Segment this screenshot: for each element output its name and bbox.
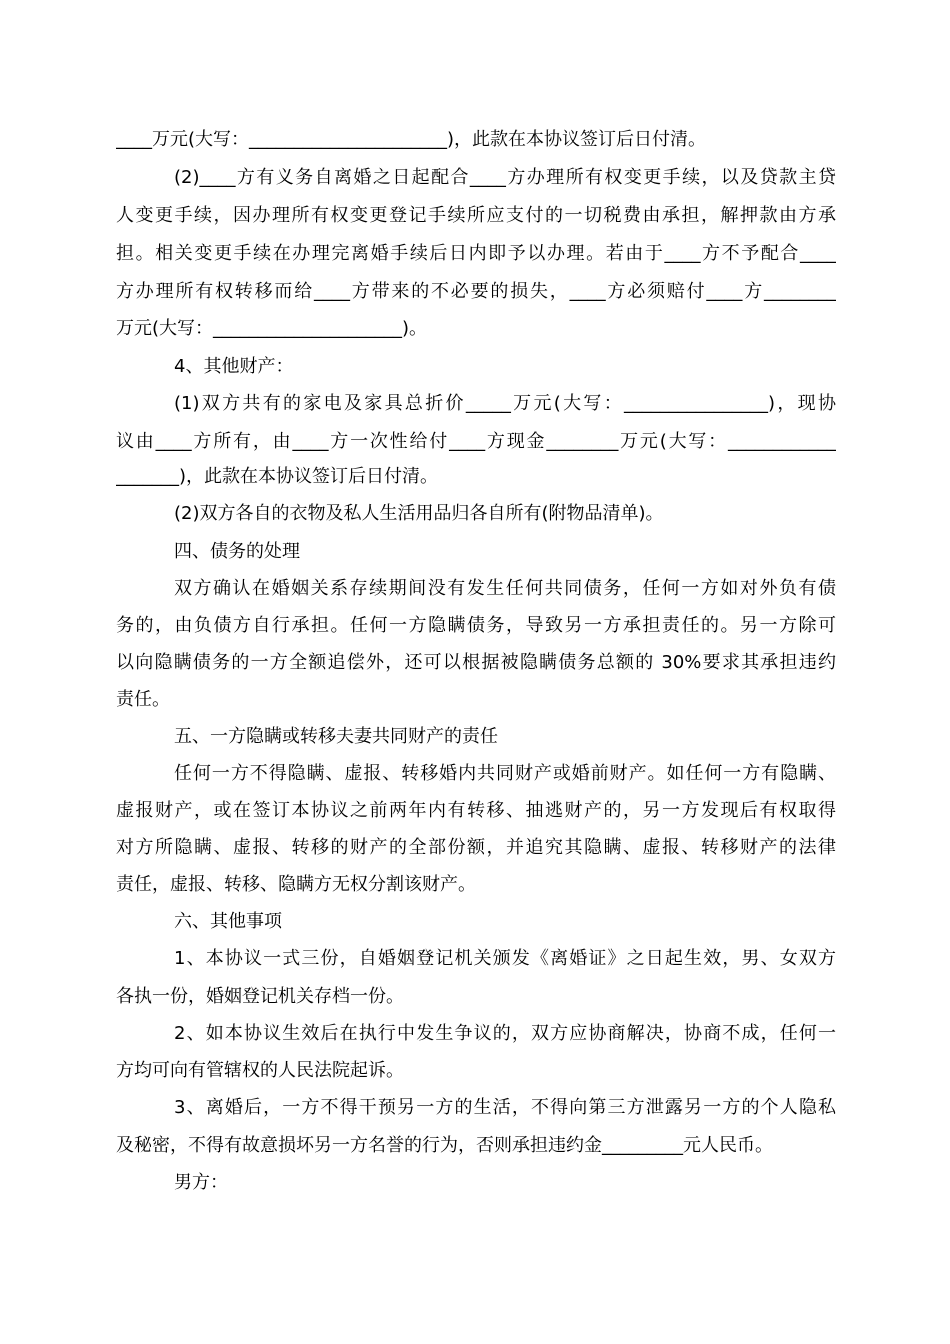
text-line: 1、本协议一式三份，自婚姻登记机关颁发《离婚证》之日起生效，男、女双方 bbox=[174, 948, 836, 969]
signature-label: 男方： bbox=[174, 1172, 228, 1193]
text-line: 人变更手续，因办理所有权变更登记手续所应支付的一切税费由承担，解押款由方承 bbox=[116, 205, 836, 226]
text-line: _______)，此款在本协议签订后日付清。 bbox=[116, 466, 439, 487]
text-line: (2)____方有义务自离婚之日起配合____方办理所有权变更手续，以及贷款主贷 bbox=[174, 167, 836, 188]
text-line: 对方所隐瞒、虚报、转移的财产的全部份额，并追究其隐瞒、虚报、转移财产的法律 bbox=[116, 837, 836, 858]
section-heading: 4、其他财产： bbox=[174, 356, 294, 377]
section-heading: 五、一方隐瞒或转移夫妻共同财产的责任 bbox=[174, 726, 498, 747]
text-line: 3、离婚后，一方不得干预另一方的生活，不得向第三方泄露另一方的个人隐私 bbox=[174, 1097, 836, 1118]
section-heading: 六、其他事项 bbox=[174, 911, 282, 932]
text-line: 各执一份，婚姻登记机关存档一份。 bbox=[116, 986, 404, 1007]
text-line: 虚报财产，或在签订本协议之前两年内有转移、抽逃财产的，另一方发现后有权取得 bbox=[116, 800, 836, 821]
text-line: 2、如本协议生效后在执行中发生争议的，双方应协商解决，协商不成，任何一 bbox=[174, 1023, 836, 1044]
text-line: (1)双方共有的家电及家具总折价_____万元(大写：________________)，现协 bbox=[174, 393, 836, 414]
text-line: 议由____方所有，由____方一次性给付____方现金________万元(大写：____________ bbox=[116, 431, 836, 452]
text-line: 及秘密，不得有故意损坏另一方名誉的行为，否则承担违约金_________元人民币。 bbox=[116, 1135, 773, 1156]
text-line: ____万元(大写：______________________)，此款在本协议签订后日付清。 bbox=[116, 129, 707, 150]
text-line: 双方确认在婚姻关系存续期间没有发生任何共同债务，任何一方如对外负有债 bbox=[174, 578, 836, 599]
text-line: 方办理所有权转移而给____方带来的不必要的损失，____方必须赔付____方________ bbox=[116, 281, 836, 302]
text-line: 任何一方不得隐瞒、虚报、转移婚内共同财产或婚前财产。如任何一方有隐瞒、 bbox=[174, 763, 836, 784]
text-line: 担。相关变更手续在办理完离婚手续后日内即予以办理。若由于____方不予配合____ bbox=[116, 243, 836, 264]
text-line: (2)双方各自的衣物及私人生活用品归各自所有(附物品清单)。 bbox=[174, 503, 664, 524]
section-heading: 四、债务的处理 bbox=[174, 541, 300, 562]
text-line: 万元(大写：_____________________)。 bbox=[116, 318, 428, 339]
text-line: 以向隐瞒债务的一方全额追偿外，还可以根据被隐瞒债务总额的 30%要求其承担违约 bbox=[116, 652, 836, 673]
text-line: 务的，由负债方自行承担。任何一方隐瞒债务，导致另一方承担责任的。另一方除可 bbox=[116, 615, 836, 636]
text-line: 方均可向有管辖权的人民法院起诉。 bbox=[116, 1060, 404, 1081]
text-line: 责任，虚报、转移、隐瞒方无权分割该财产。 bbox=[116, 874, 476, 895]
text-line: 责任。 bbox=[116, 689, 170, 710]
